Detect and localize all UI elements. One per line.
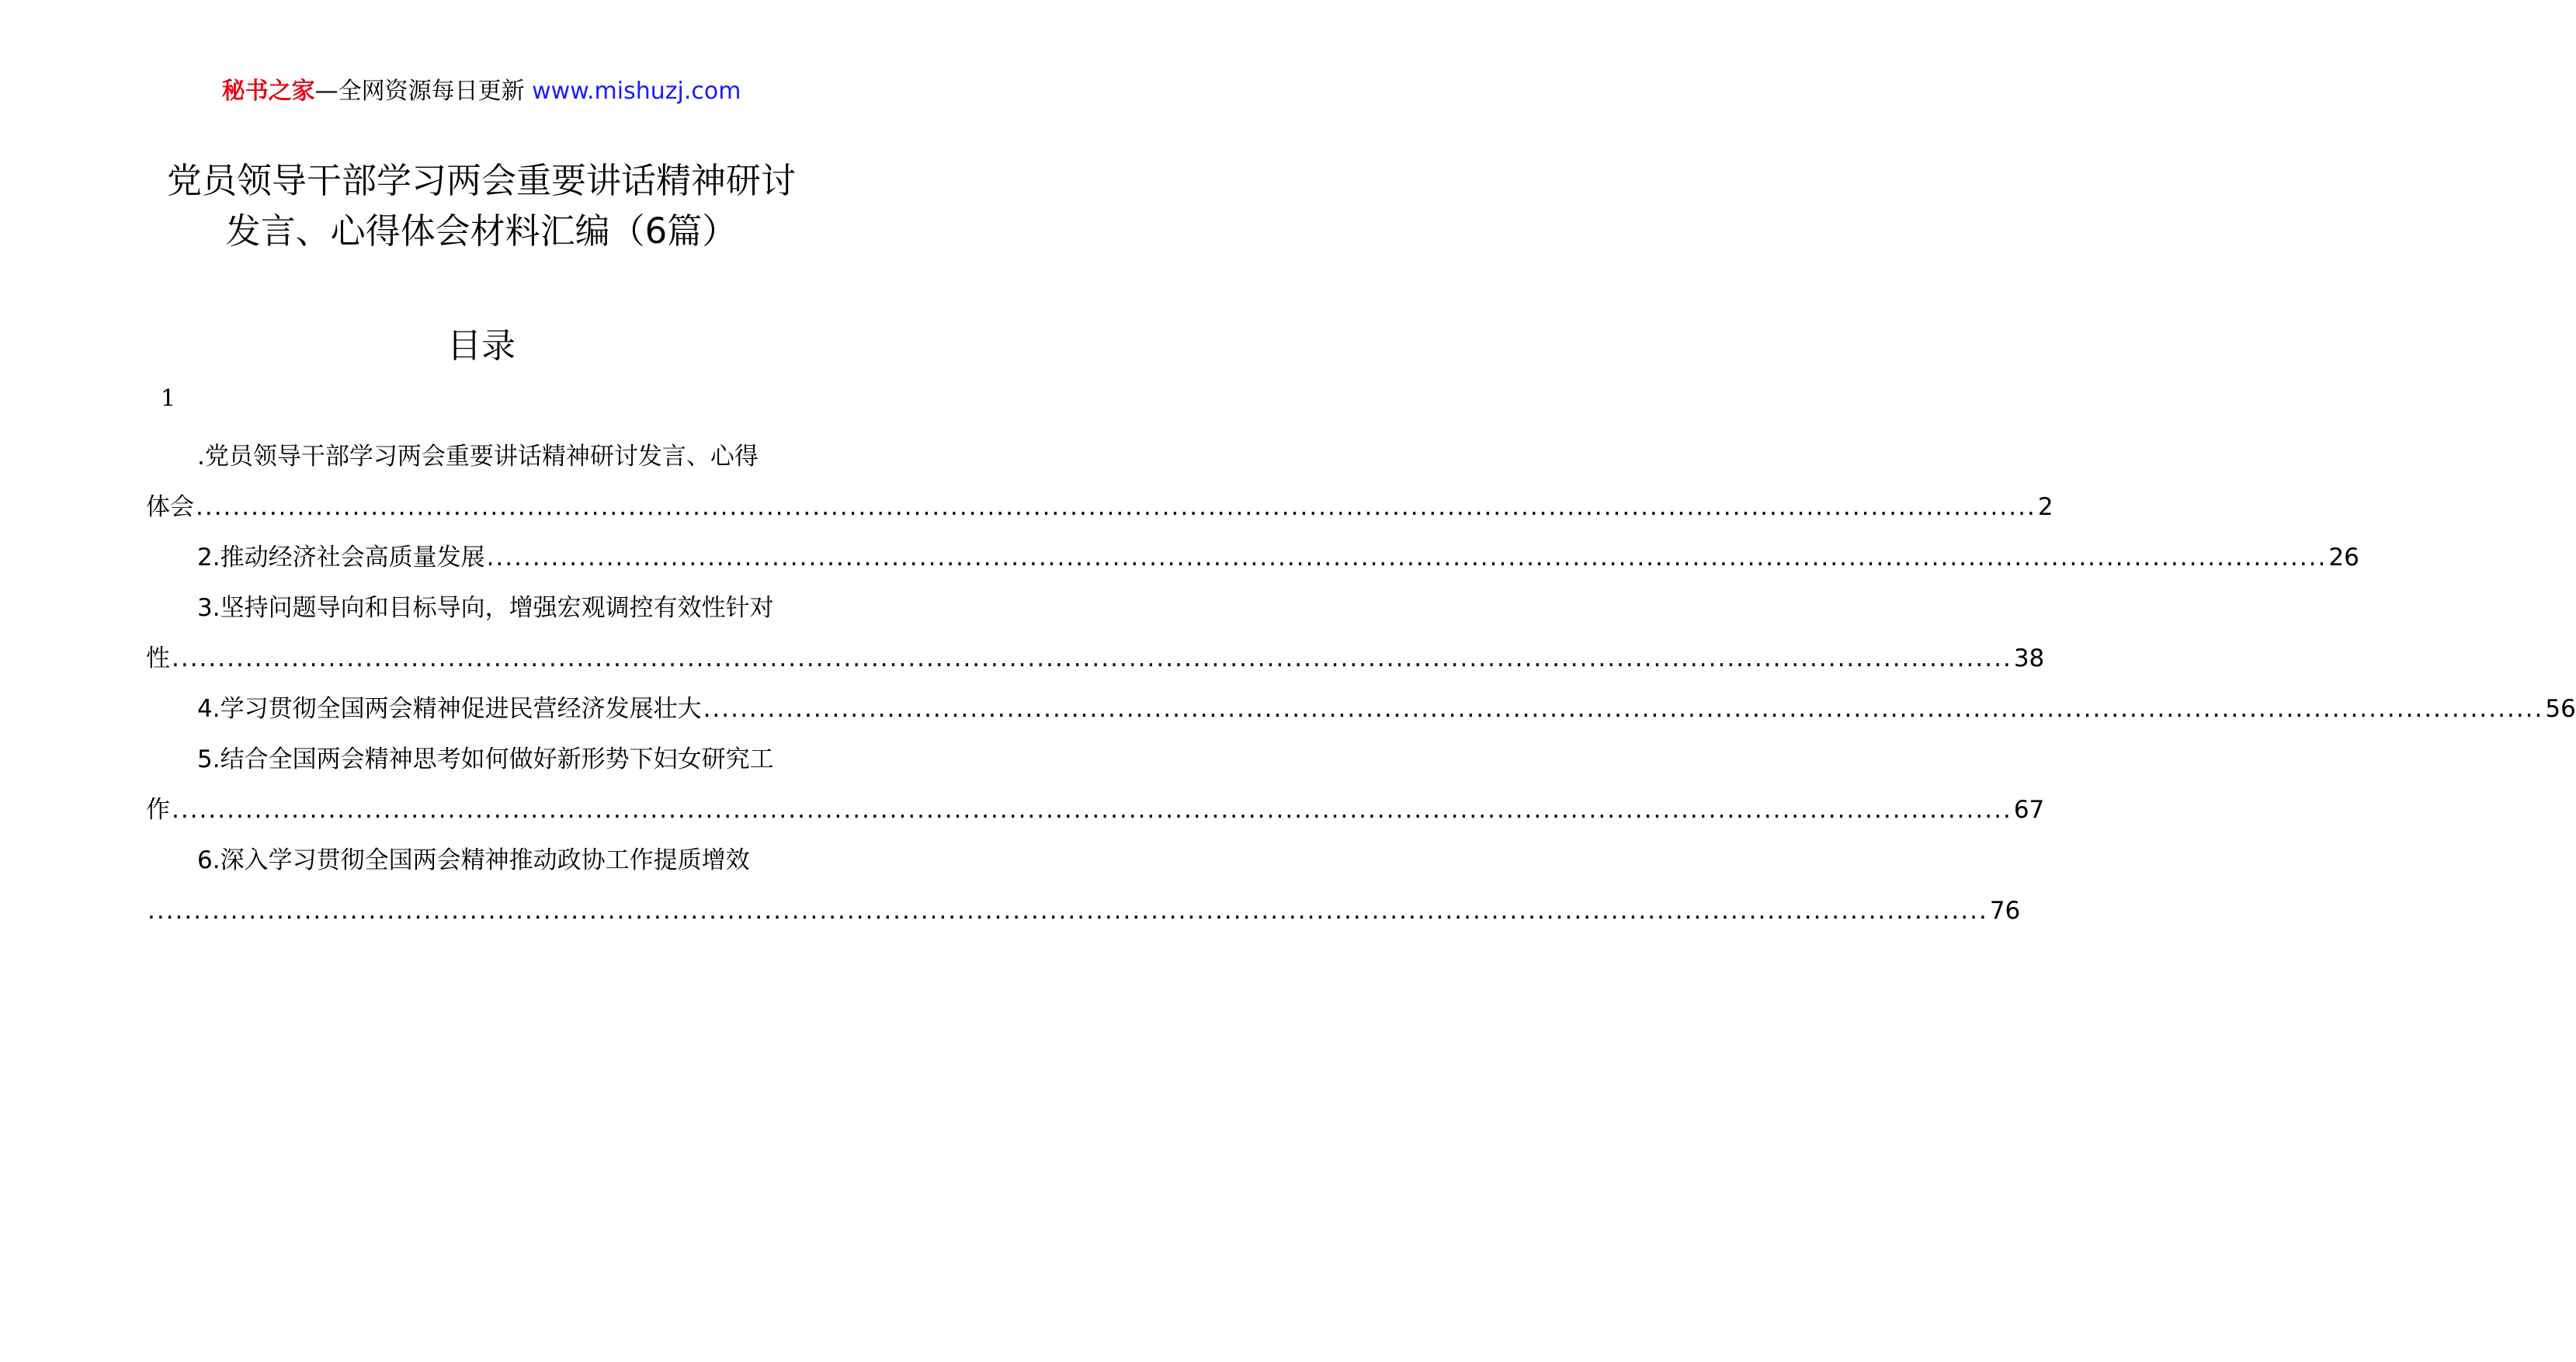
toc-entry-4[interactable] bbox=[146, 684, 2576, 735]
toc-entry-5[interactable] bbox=[146, 735, 821, 785]
watermark-header bbox=[0, 76, 963, 107]
dot-leader: ........................................................................................................................................................................................................ bbox=[172, 796, 2012, 824]
toc-entry-3[interactable] bbox=[146, 583, 821, 634]
toc-entry-text: .党员领导干部学习两会重要讲话精神研讨发言、心得 bbox=[197, 443, 759, 471]
dot-leader: ........................................................................................................................................................................................................ bbox=[148, 897, 1988, 925]
stray-number: 1 bbox=[161, 385, 176, 412]
toc-heading: 目录 bbox=[447, 326, 516, 366]
brand-tagline: —全网资源每日更新 bbox=[314, 78, 525, 105]
toc-page-number: 26 bbox=[2328, 544, 2359, 572]
toc-entry-5-continued[interactable] bbox=[146, 785, 2045, 836]
dot-leader: ........................................................................................................................................................................................................ bbox=[196, 493, 2036, 521]
toc-entry-text: 作 bbox=[146, 796, 170, 824]
dot-leader: ........................................................................................................................................................................................................ bbox=[703, 695, 2544, 723]
dot-leader: ........................................................................................................................................................................................................ bbox=[172, 645, 2012, 672]
toc-entry-text: 5.结合全国两会精神思考如何做好新形势下妇女研究工 bbox=[197, 745, 774, 773]
toc-entry-3-continued[interactable] bbox=[146, 634, 2045, 684]
toc-entry-1[interactable] bbox=[146, 432, 821, 482]
toc-entry-6[interactable] bbox=[146, 836, 821, 886]
toc-entry-1-continued[interactable] bbox=[146, 482, 2054, 533]
toc-page-number: 67 bbox=[2013, 796, 2045, 824]
toc-entry-2[interactable] bbox=[146, 533, 2359, 583]
toc-page-number: 76 bbox=[1989, 897, 2021, 925]
document-title bbox=[116, 155, 846, 256]
toc-page-number: 2 bbox=[2037, 493, 2054, 521]
toc-entry-text: 3.坚持问题导向和目标导向，增强宏观调控有效性针对 bbox=[197, 594, 774, 622]
brand-name: 秘书之家 bbox=[221, 78, 315, 105]
title-line-1: 党员领导干部学习两会重要讲话精神研讨 bbox=[166, 160, 796, 201]
toc-entry-text: 性 bbox=[146, 645, 170, 672]
toc-entry-text: 2.推动经济社会高质量发展 bbox=[197, 544, 485, 572]
toc-entry-6-continued[interactable] bbox=[146, 886, 2021, 936]
toc-page-number: 38 bbox=[2013, 645, 2045, 672]
table-of-contents bbox=[146, 432, 2576, 936]
toc-page-number: 56 bbox=[2545, 695, 2576, 723]
dot-leader: ........................................................................................................................................................................................................ bbox=[486, 544, 2328, 572]
toc-entry-text: 体会 bbox=[146, 493, 194, 521]
title-line-2: 发言、心得体会材料汇编（6篇） bbox=[225, 210, 738, 252]
site-url-link[interactable]: www.mishuzj.com bbox=[532, 78, 741, 105]
toc-entry-text: 6.深入学习贯彻全国两会精神推动政协工作提质增效 bbox=[197, 846, 750, 874]
toc-entry-text: 4.学习贯彻全国两会精神促进民营经济发展壮大 bbox=[197, 695, 702, 723]
